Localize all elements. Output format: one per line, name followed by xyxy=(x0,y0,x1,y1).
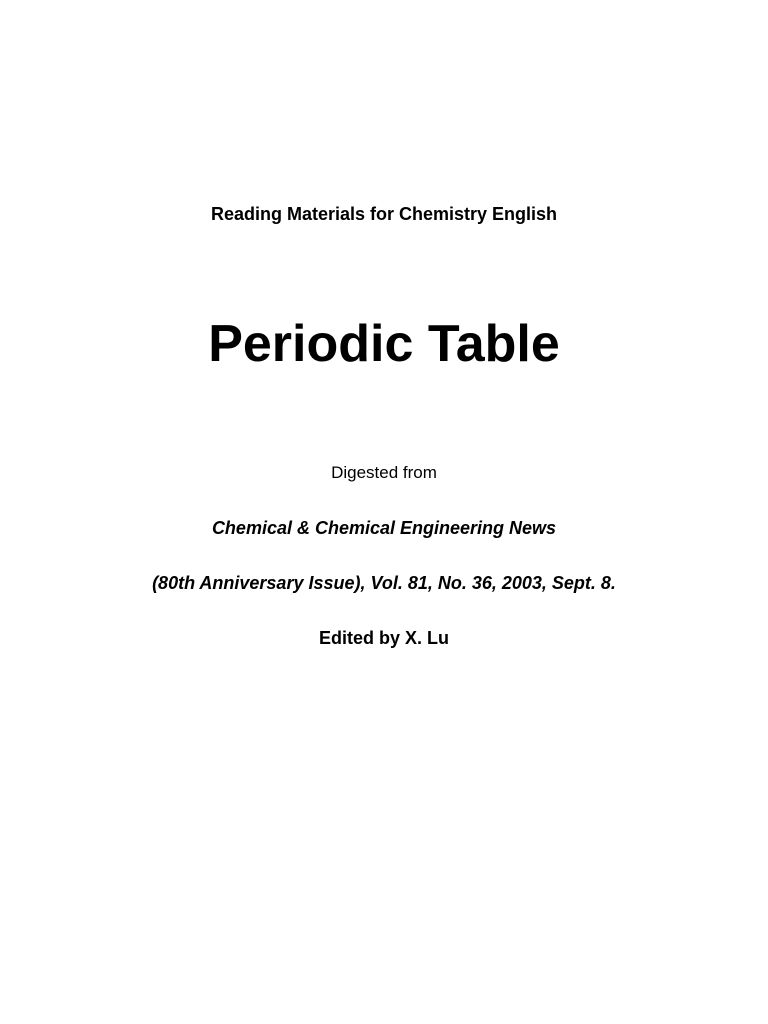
issue-details: (80th Anniversary Issue), Vol. 81, No. 36, 2003, Sept. 8. xyxy=(152,573,616,593)
source-publication: Chemical & Chemical Engineering News xyxy=(211,518,557,538)
document-subtitle: Reading Materials for Chemistry English xyxy=(210,204,558,224)
digested-from-label: Digested from xyxy=(331,463,437,482)
document-title: Periodic Table xyxy=(208,315,560,373)
editor-credit: Edited by X. Lu xyxy=(318,628,449,648)
